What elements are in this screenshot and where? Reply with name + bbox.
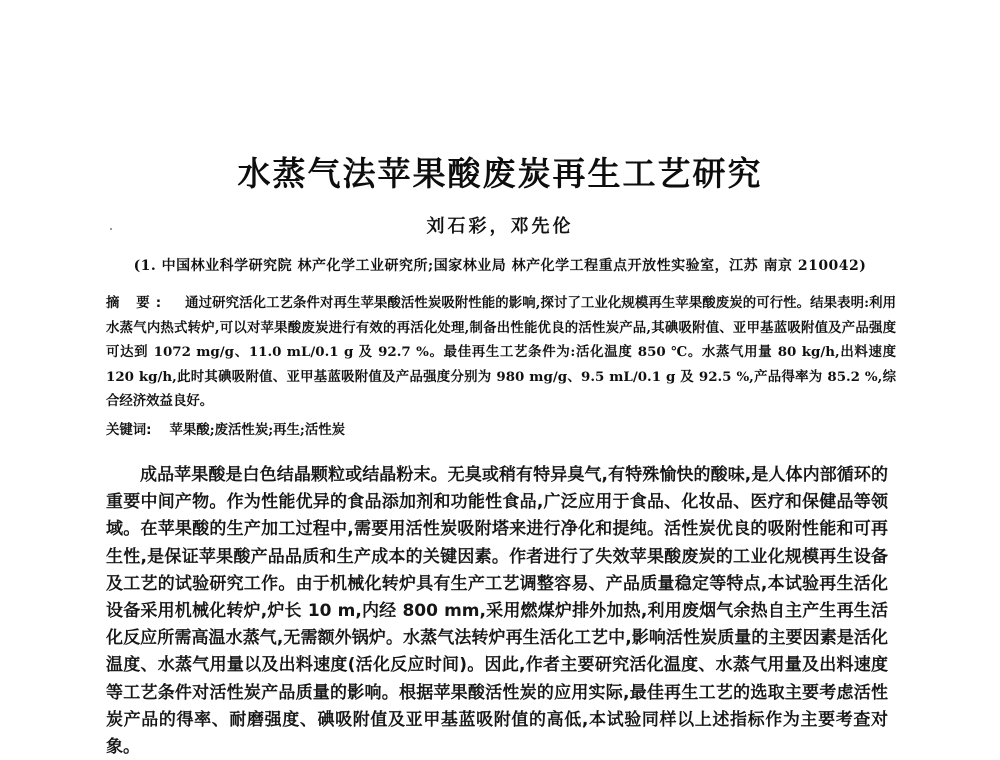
abstract-block (106, 291, 896, 413)
keywords-text: 苹果酸;废活性炭;再生;活性炭 (169, 422, 346, 438)
affiliation-line: (1. 中国林业科学研究院 林产化学工业研究所;国家林业局 林产化学工程重点开放性实验室，江苏 南京 210042) (133, 258, 867, 274)
keywords-label: 关键词: (106, 423, 152, 438)
keywords-block (106, 418, 896, 443)
abstract-label: 摘 要: (106, 296, 168, 311)
abstract-text: 通过研究活化工艺条件对再生苹果酸活性炭吸附性能的影响,探讨了工业化规模再生苹果酸废炭的可行性。结果表明:利用水蒸气内热式转炉,可以对苹果酸废炭进行有效的再活化处理,制备出性能优良的活性炭产品,其碘吸附值、亚甲基蓝吸附值及产品强度可达到 1072 mg/g、11.0 mL/0.1 g 及 92.7 %。最佳再生工艺条件为:活化温度 850 ℃。水蒸气用量 80 kg/h,出料速度 120 kg/h,此时其碘吸附值、亚甲基蓝吸附值及产品强度分别为 980 mg/g、9.5 mL/0.1 g 及 92.5 %,产品得率为 85.2 %,综合经济效益良好。 (106, 295, 896, 409)
authors-line: 刘石彩，邓先伦 (426, 216, 574, 237)
body-paragraph: 成品苹果酸是白色结晶颗粒或结晶粉末。无臭或稍有特异臭气,有特殊愉快的酸味,是人体内部循环的重要中间产物。作为性能优异的食品添加剂和功能性食品,广泛应用于食品、化妆品、医疗和保健品等领域。在苹果酸的生产加工过程中,需要用活性炭吸附塔来进行净化和提纯。活性炭优良的吸附性能和可再生性,是保证苹果酸产品品质和生产成本的关键因素。作者进行了失效苹果酸废炭的工业化规模再生设备及工艺的试验研究工作。由于机械化转炉具有生产工艺调整容易、产品质量稳定等特点,本试验再生活化设备采用机械化转炉,炉长 10 m,内经 800 mm,采用燃煤炉排外加热,利用废烟气余热自主产生再生活化反应所需高温水蒸气,无需额外锅炉。水蒸气法转炉再生活化工艺中,影响活性炭质量的主要因素是活化温度、水蒸气用量以及出料速度(活化反应时间)。因此,作者主要研究活化温度、水蒸气用量及出料速度等工艺条件对活性炭产品质量的影响。根据苹果酸活性炭的应用实际,最佳再生工艺的选取主要考虑活性炭产品的得率、耐磨强度、碘吸附值及亚甲基蓝吸附值的高低,本试验同样以上述指标作为主要考查对象。 (106, 465, 888, 758)
paper-title: 水蒸气法苹果酸废炭再生工艺研究 (237, 154, 763, 193)
